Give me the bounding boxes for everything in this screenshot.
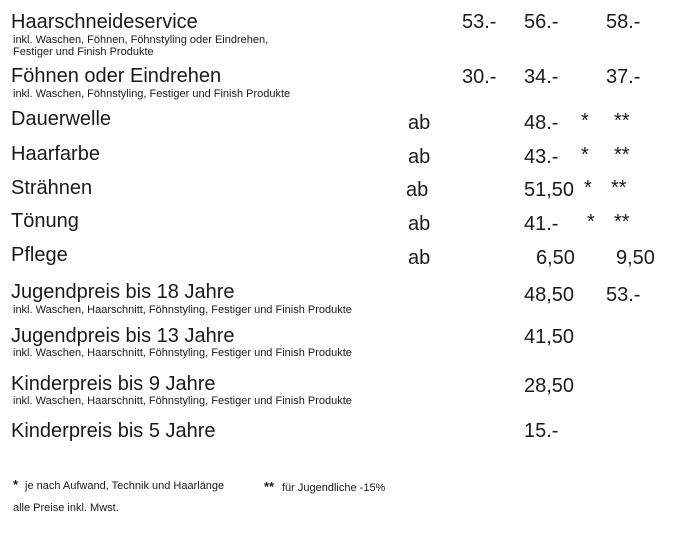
footnote-star-symbol: * (13, 477, 19, 492)
price: 15.- (524, 420, 559, 442)
service-name-foehnen: Föhnen oder Eindrehen (11, 65, 222, 87)
ab-label: ab (408, 213, 431, 235)
ab-label: ab (408, 146, 431, 168)
price-alt: 9,50 (616, 247, 655, 269)
double-star-marker: ** (614, 144, 630, 166)
service-name-toenung: Tönung (11, 210, 79, 232)
service-name-pflege: Pflege (11, 244, 68, 266)
service-name-haarfarbe: Haarfarbe (11, 143, 100, 165)
service-desc-haarschneideservice-line1: inkl. Waschen, Föhnen, Föhnstyling oder Eindrehen, (13, 34, 269, 46)
service-desc-foehnen: inkl. Waschen, Föhnstyling, Festiger und Finish Produkte (13, 88, 291, 100)
service-desc-kinderpreis-9: inkl. Waschen, Haarschnitt, Föhnstyling, Festiger und Finish Produkte (13, 395, 352, 407)
price-col2: 34.- (524, 66, 559, 88)
service-name-straehnen: Strähnen (11, 177, 93, 199)
price-alt: 53.- (606, 284, 641, 306)
footnote-double-star-text: für Jugendliche -15% (282, 482, 386, 494)
footnote-vat: alle Preise inkl. Mwst. (13, 502, 119, 514)
service-desc-haarschneideservice-line2: Festiger und Finish Produkte (13, 46, 154, 58)
price-col3: 37.- (606, 66, 641, 88)
price: 51,50 (524, 179, 575, 201)
price: 28,50 (524, 375, 575, 397)
price: 48,50 (524, 284, 575, 306)
double-star-marker: ** (614, 211, 630, 233)
price-col1: 30.- (462, 66, 497, 88)
service-name-haarschneideservice: Haarschneideservice (11, 11, 198, 33)
star-marker: * (581, 144, 589, 166)
footnote-double-star-symbol: ** (264, 479, 275, 494)
star-marker: * (587, 211, 595, 233)
price: 6,50 (536, 247, 575, 269)
service-name-dauerwelle: Dauerwelle (11, 108, 112, 130)
price: 41,50 (524, 326, 575, 348)
service-name-kinderpreis-5: Kinderpreis bis 5 Jahre (11, 420, 216, 442)
price: 48.- (524, 112, 559, 134)
star-marker: * (584, 177, 592, 199)
price-col1: 53.- (462, 11, 497, 33)
ab-label: ab (408, 112, 431, 134)
price-col2: 56.- (524, 11, 559, 33)
price: 43.- (524, 146, 559, 168)
footnote-star-text: je nach Aufwand, Technik und Haarlänge (25, 480, 225, 492)
double-star-marker: ** (611, 177, 627, 199)
price: 41.- (524, 213, 559, 235)
price-col3: 58.- (606, 11, 641, 33)
star-marker: * (581, 110, 589, 132)
service-desc-jugendpreis-18: inkl. Waschen, Haarschnitt, Föhnstyling, Festiger und Finish Produkte (13, 304, 352, 316)
service-name-kinderpreis-9: Kinderpreis bis 9 Jahre (11, 373, 216, 395)
ab-label: ab (406, 179, 429, 201)
service-name-jugendpreis-18: Jugendpreis bis 18 Jahre (11, 281, 235, 303)
ab-label: ab (408, 247, 431, 269)
service-desc-jugendpreis-13: inkl. Waschen, Haarschnitt, Föhnstyling, Festiger und Finish Produkte (13, 347, 352, 359)
service-name-jugendpreis-13: Jugendpreis bis 13 Jahre (11, 325, 235, 347)
double-star-marker: ** (614, 110, 630, 132)
